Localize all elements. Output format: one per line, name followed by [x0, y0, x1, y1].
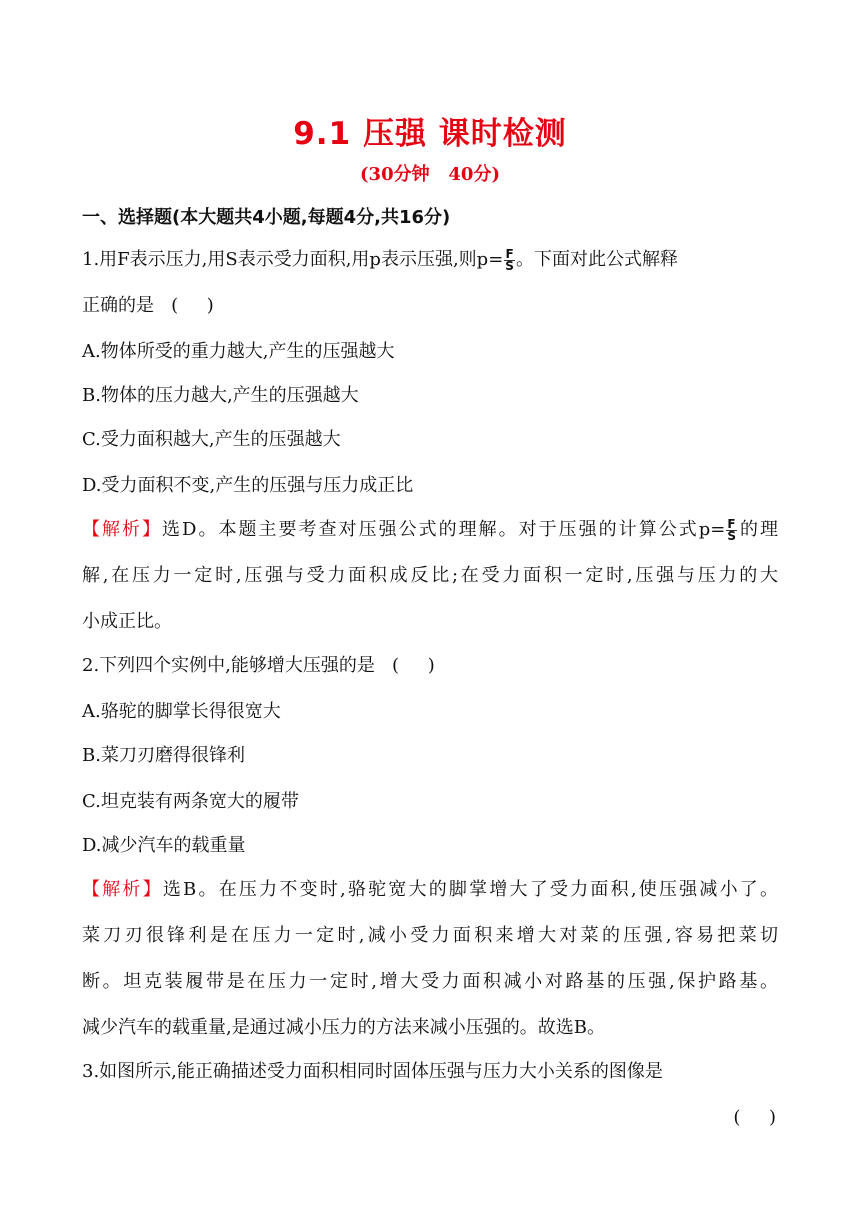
page-title: 9.1 压强 课时检测	[293, 116, 567, 152]
q1-analysis-a: 选D。本题主要考查对压强公式的理解。对于压强的计算公式p=	[162, 519, 726, 540]
q2-analysis-a: 选B。在压力不变时,骆驼宽大的脚掌增大了受力面积,使压强减小了。	[162, 879, 779, 900]
fraction-numerator: F	[505, 246, 514, 261]
q3-stem: 3.如图所示,能正确描述受力面积相同时固体压强与压力大小关系的图像是	[82, 1061, 663, 1082]
q2-option-b: B.菜刀刃磨得很锋利	[82, 745, 245, 766]
q1-analysis-line1	[82, 518, 778, 542]
q1-stem-a: 1.用F表示压力,用S表示受力面积,用p表示压强,则p=	[82, 249, 504, 270]
q2-analysis-line2: 菜刀刃很锋利是在压力一定时,减小受力面积来增大对菜的压强,容易把菜切	[82, 925, 778, 946]
q1-option-d: D.受力面积不变,产生的压强与压力成正比	[82, 475, 414, 496]
q1-formula-fraction	[504, 246, 515, 273]
q1-analysis-b: 的理	[737, 519, 779, 540]
q1-option-c: C.受力面积越大,产生的压强越大	[82, 429, 341, 450]
q2-stem: 2.下列四个实例中,能够增大压强的是 ( )	[82, 655, 435, 676]
analysis-tag: 【解析】	[82, 519, 163, 540]
q1-option-a: A.物体所受的重力越大,产生的压强越大	[82, 341, 395, 362]
q2-analysis-line4: 减少汽车的载重量,是通过减小压力的方法来减小压强的。故选B。	[82, 1017, 605, 1038]
q1-analysis-line2: 解,在压力一定时,压强与受力面积成反比;在受力面积一定时,压强与压力的大	[82, 565, 778, 586]
fraction-denominator: S	[727, 528, 736, 543]
q1-option-b: B.物体的压力越大,产生的压强越大	[82, 385, 359, 406]
fraction-numerator: F	[727, 516, 736, 531]
q2-analysis-line3: 断。坦克装履带是在压力一定时,增大受力面积减小对路基的压强,保护路基。	[82, 971, 778, 992]
section-heading: 一、选择题(本大题共4小题,每题4分,共16分)	[82, 207, 451, 228]
q1-stem-line1	[82, 248, 678, 272]
q2-analysis-line1	[82, 878, 778, 902]
q1-analysis-line3: 小成正比。	[82, 611, 172, 632]
q3-answer-bracket: ( )	[733, 1107, 776, 1128]
q2-option-a: A.骆驼的脚掌长得很宽大	[82, 701, 281, 722]
q1-analysis-fraction	[726, 516, 737, 543]
q2-option-c: C.坦克装有两条宽大的履带	[82, 791, 299, 812]
q2-option-d: D.减少汽车的载重量	[82, 835, 246, 856]
page-subtitle: (30分钟 40分)	[360, 164, 500, 185]
q1-stem-b: 。下面对此公式解释	[515, 249, 678, 270]
fraction-denominator: S	[505, 258, 514, 273]
analysis-tag: 【解析】	[82, 879, 163, 900]
q1-stem-line2: 正确的是 ( )	[82, 295, 214, 316]
